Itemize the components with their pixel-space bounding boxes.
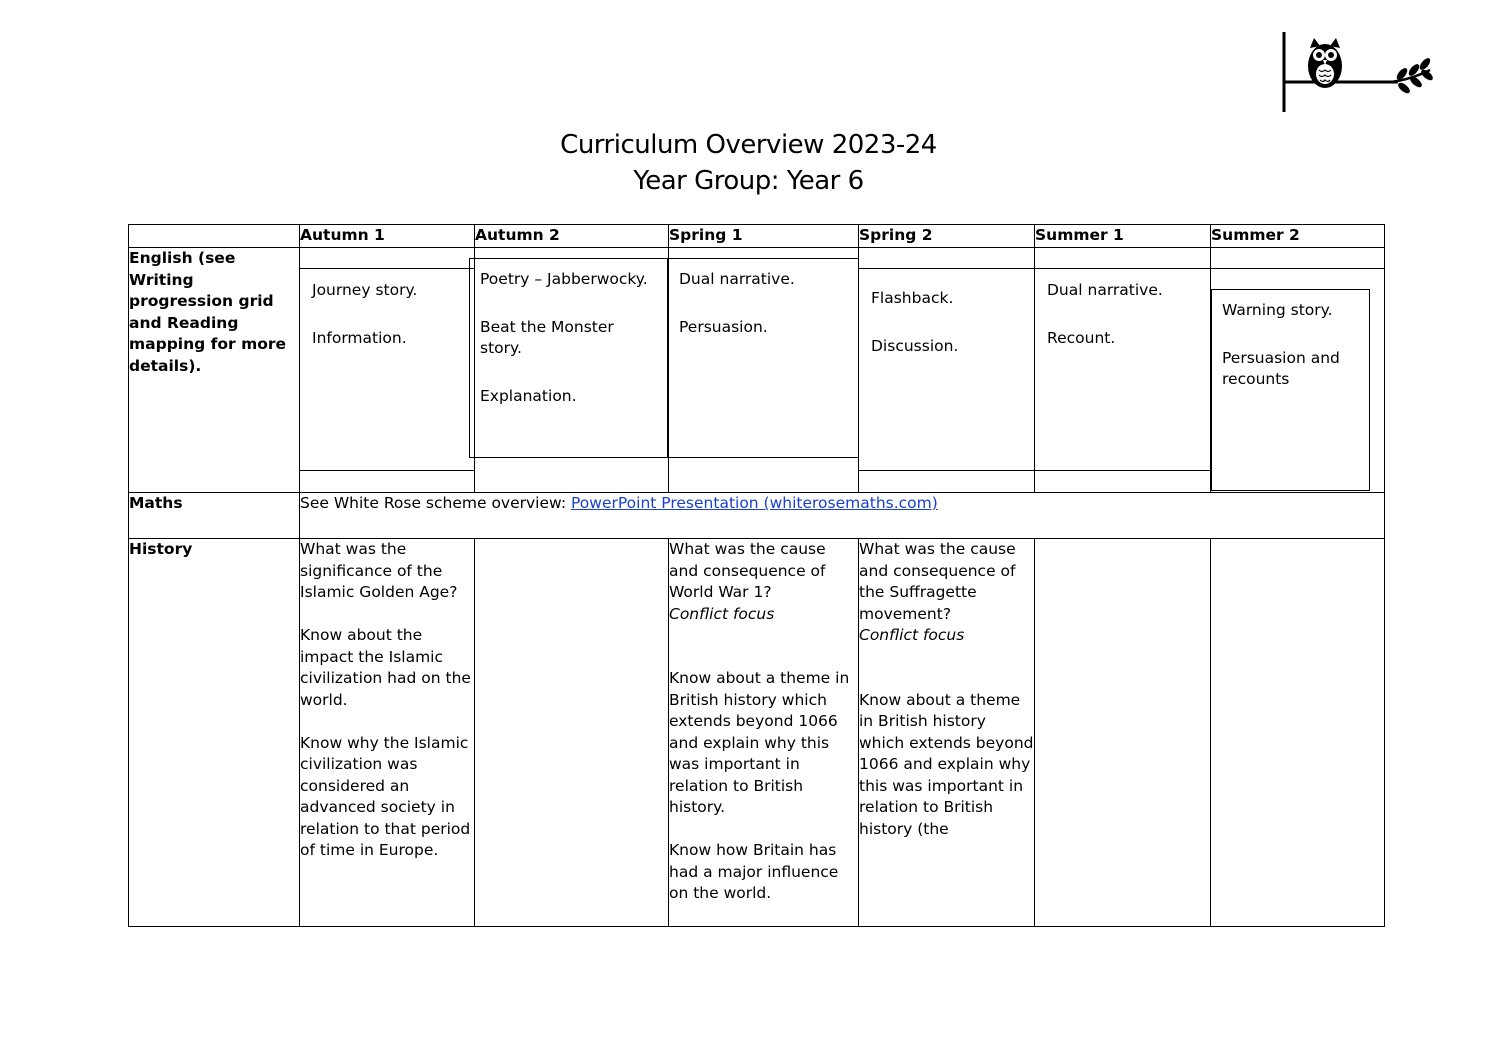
english-spring-1-item: Dual narrative. <box>679 270 795 288</box>
maths-label: Maths <box>129 493 300 539</box>
maths-row <box>129 493 1385 539</box>
history-label: History <box>129 539 300 927</box>
english-summer-1-item: Recount. <box>1047 328 1116 347</box>
history-autumn-2 <box>475 539 669 927</box>
header-spring-2: Spring 2 <box>859 225 1035 248</box>
english-autumn-2-item: Explanation. <box>480 386 577 405</box>
history-autumn-1-point: Know about the impact the Islamic civilization had on the world. <box>300 626 471 709</box>
english-autumn-2-item: Beat the Monster story. <box>480 317 614 357</box>
header-row <box>129 225 1385 248</box>
english-summer-2-item: Warning story. <box>1222 301 1333 319</box>
history-autumn-1-point: Know why the Islamic civilization was considered an advanced society in relation to that period of time in Europe. <box>300 733 471 859</box>
english-summer-1 <box>1035 248 1211 493</box>
header-summer-2: Summer 2 <box>1211 225 1385 248</box>
english-autumn-2-item: Poetry – Jabberwocky. <box>480 270 648 288</box>
header-spring-1: Spring 1 <box>669 225 859 248</box>
english-row <box>129 248 1385 493</box>
maths-text: See White Rose scheme overview: <box>300 494 572 512</box>
history-spring-1-point: Know about a theme in British history which extends beyond 1066 and explain why this was important in relation to British history. <box>669 669 850 816</box>
year-group-title: Year Group: Year 6 <box>633 166 864 196</box>
english-summer-2-item: Persuasion and recounts <box>1222 348 1340 388</box>
history-summer-2 <box>1211 539 1385 927</box>
english-spring-2 <box>859 248 1035 493</box>
english-spring-1-item: Persuasion. <box>679 317 768 336</box>
history-spring-2-point: Know about a theme in British history which extends beyond 1066 and explain why this was important in relation to British history (the <box>859 690 1034 838</box>
header-autumn-1: Autumn 1 <box>300 225 475 248</box>
english-summer-1-item: Dual narrative. <box>1047 281 1163 299</box>
history-autumn-1-question: What was the significance of the Islamic Golden Age? <box>300 540 458 601</box>
english-label: English (see Writing progression grid and Reading mapping for more details). <box>129 248 300 493</box>
history-spring-2 <box>859 539 1035 927</box>
owl-logo-icon <box>1280 30 1435 114</box>
history-spring-1-question: What was the cause and consequence of World War 1? <box>669 540 826 601</box>
history-spring-2-question: What was the cause and consequence of the Suffragette movement? <box>859 540 1016 623</box>
english-spring-2-item: Discussion. <box>871 336 959 355</box>
english-autumn-1-item: Information. <box>312 328 407 347</box>
english-autumn-1-item: Journey story. <box>312 281 418 299</box>
header-autumn-2: Autumn 2 <box>475 225 669 248</box>
curriculum-table <box>128 224 1385 927</box>
document-title: Curriculum Overview 2023-24 <box>560 130 937 160</box>
white-rose-link[interactable]: PowerPoint Presentation (whiterosemaths.com) <box>571 494 938 512</box>
english-spring-2-item: Flashback. <box>871 289 954 307</box>
english-autumn-2 <box>475 248 669 493</box>
history-spring-1-focus: Conflict focus <box>669 604 775 623</box>
history-spring-2-focus: Conflict focus <box>859 626 965 644</box>
english-autumn-1 <box>300 248 475 493</box>
english-summer-2 <box>1211 248 1385 493</box>
history-spring-1 <box>669 539 859 927</box>
history-spring-1-point: Know how Britain has had a major influence on the world. <box>669 841 839 902</box>
header-blank <box>129 225 300 248</box>
english-spring-1 <box>669 248 859 493</box>
history-summer-1 <box>1035 539 1211 927</box>
maths-content <box>300 493 1385 539</box>
header-summer-1: Summer 1 <box>1035 225 1211 248</box>
history-row <box>129 539 1385 927</box>
history-autumn-1 <box>300 539 475 927</box>
